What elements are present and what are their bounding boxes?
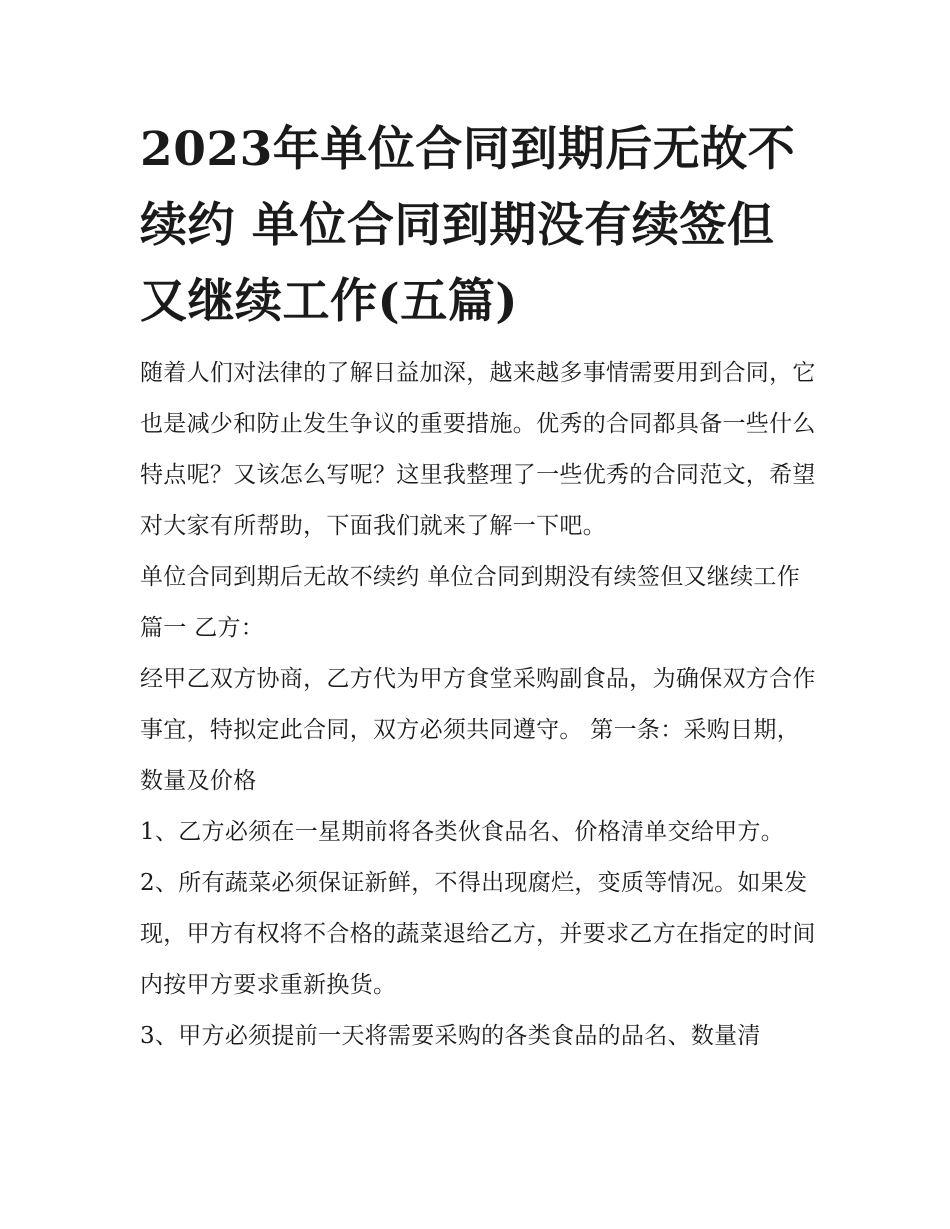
document-title: 2023年单位合同到期后无故不续约 单位合同到期没有续签但又继续工作(五篇) [140,122,796,329]
agreement-paragraph: 经甲乙双方协商，乙方代为甲方食堂采购副食品，为确保双方合作事宜，特拟定此合同，双方必须共同遵守。 第一条：采购日期，数量及价格 [140,666,816,794]
clause-2-paragraph: 2、所有蔬菜必须保证新鲜，不得出现腐烂，变质等情况。如果发现，甲方有权将不合格的蔬菜退给乙方，并要求乙方在指定的时间内按甲方要求重新换货。 [140,870,816,998]
section-heading-paragraph: 单位合同到期后无故不续约 单位合同到期没有续签但又继续工作篇一 乙方： [140,564,801,641]
document-page [140,112,820,1062]
clause-1-paragraph: 1、乙方必须在一星期前将各类伙食品名、价格清单交给甲方。 [140,819,785,845]
clause-3-paragraph: 3、甲方必须提前一天将需要采购的各类食品的品名、数量清 [140,1023,761,1049]
intro-paragraph: 随着人们对法律的了解日益加深，越来越多事情需要用到合同，它也是减少和防止发生争议的重要措施。优秀的合同都具备一些什么特点呢？又该怎么写呢？这里我整理了一些优秀的合同范文，希望对大家有所帮助，下面我们就来了解一下吧。 [140,360,816,539]
